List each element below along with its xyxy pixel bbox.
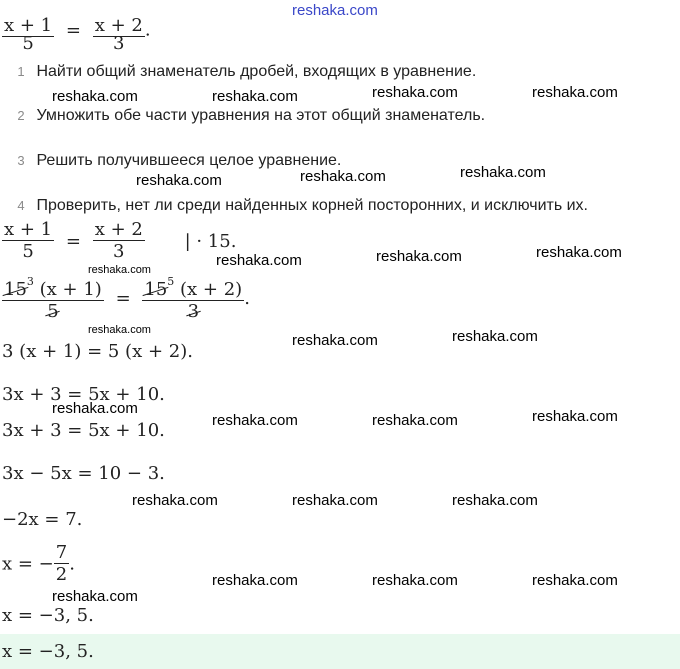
numerator: x + 1: [4, 219, 53, 240]
solution-line-3: 3 (x + 1) = 5 (x + 2).: [2, 341, 193, 362]
cancelled-number: 15: [4, 279, 27, 300]
final-answer: x = −3, 5.: [2, 641, 94, 662]
watermark: reshaka.com: [532, 572, 618, 589]
reduced-factor: 3: [26, 275, 34, 288]
fraction-left: [2, 275, 104, 323]
watermark-top: reshaka.com: [292, 2, 378, 19]
watermark: reshaka.com: [536, 244, 622, 261]
period: .: [244, 288, 250, 309]
equation-cancel: [2, 275, 250, 323]
watermark: reshaka.com: [212, 412, 298, 429]
watermark: reshaka.com: [372, 572, 458, 589]
watermark: reshaka.com: [52, 400, 138, 417]
watermark: reshaka.com: [376, 248, 462, 265]
step-number: 4: [17, 198, 25, 213]
fraction-left: [2, 220, 54, 263]
watermark: reshaka.com: [452, 328, 538, 345]
step-number: 3: [17, 153, 25, 168]
watermark: reshaka.com: [52, 588, 138, 605]
watermark: reshaka.com: [372, 412, 458, 429]
period: .: [144, 19, 151, 41]
cancelled-denominator: 5: [47, 301, 59, 322]
watermark: reshaka.com: [372, 84, 458, 101]
solution-line-7: −2x = 7.: [2, 509, 83, 530]
watermark: reshaka.com: [460, 164, 546, 181]
watermark: reshaka.com: [212, 88, 298, 105]
denominator: 3: [113, 33, 125, 54]
cancelled-number: 15: [144, 279, 168, 300]
reduced-factor: 5: [167, 275, 175, 288]
equals-sign: =: [115, 288, 131, 309]
watermark: reshaka.com: [292, 492, 378, 509]
watermark: reshaka.com: [136, 172, 222, 189]
watermark: reshaka.com: [52, 88, 138, 105]
watermark: reshaka.com: [532, 408, 618, 425]
numerator: x + 1: [4, 15, 53, 36]
fraction-left: [2, 15, 54, 54]
numerator: x + 2: [94, 219, 143, 240]
watermark: reshaka.com: [532, 84, 618, 101]
fraction-right: [142, 275, 244, 323]
step-4: [10, 197, 588, 215]
denominator: 5: [22, 241, 34, 262]
fraction: [54, 543, 69, 586]
answer-highlight: [0, 634, 680, 669]
expression: (x + 1): [39, 279, 102, 300]
step-text: Проверить, нет ли среди найденных корней посторонних, и исключить их.: [36, 197, 588, 214]
step-number: 2: [17, 108, 25, 123]
watermark: reshaka.com: [212, 572, 298, 589]
fraction-right: [93, 15, 145, 54]
solution-line-9: x = −3, 5.: [2, 605, 94, 626]
solution-line-8: [2, 543, 75, 586]
step-2: [10, 107, 485, 125]
step-text: Найти общий знаменатель дробей, входящих в уравнение.: [36, 63, 477, 80]
equation-initial: [2, 15, 151, 54]
multiplier: | · 15.: [184, 230, 237, 252]
step-1: [10, 63, 476, 81]
cancelled-denominator: 3: [187, 301, 200, 322]
step-3: [10, 152, 341, 170]
watermark: reshaka.com: [88, 264, 151, 276]
lhs: x = −: [2, 553, 54, 575]
equals-sign: =: [65, 230, 81, 252]
expression: (x + 2): [180, 279, 243, 300]
step-number: 1: [17, 64, 25, 79]
step-text: Умножить обе части уравнения на этот общий знаменатель.: [36, 107, 486, 124]
watermark: reshaka.com: [132, 492, 218, 509]
period: .: [69, 553, 75, 575]
fraction-right: [93, 220, 145, 263]
solution-line-4: 3x + 3 = 5x + 10.: [2, 384, 165, 405]
numerator: 7: [55, 542, 68, 563]
solution-line-6: 3x − 5x = 10 − 3.: [2, 463, 165, 484]
denominator: 5: [22, 33, 34, 54]
step-text: Решить получившееся целое уравнение.: [36, 152, 342, 169]
watermark: reshaka.com: [292, 332, 378, 349]
denominator: 3: [113, 241, 125, 262]
numerator: x + 2: [94, 15, 143, 36]
denominator: 2: [55, 564, 68, 585]
watermark: reshaka.com: [300, 168, 386, 185]
equation-multiply: [2, 220, 236, 263]
watermark: reshaka.com: [216, 252, 302, 269]
watermark: reshaka.com: [88, 324, 151, 336]
solution-line-5: 3x + 3 = 5x + 10.: [2, 420, 165, 441]
watermark: reshaka.com: [452, 492, 538, 509]
equals-sign: =: [65, 19, 81, 41]
